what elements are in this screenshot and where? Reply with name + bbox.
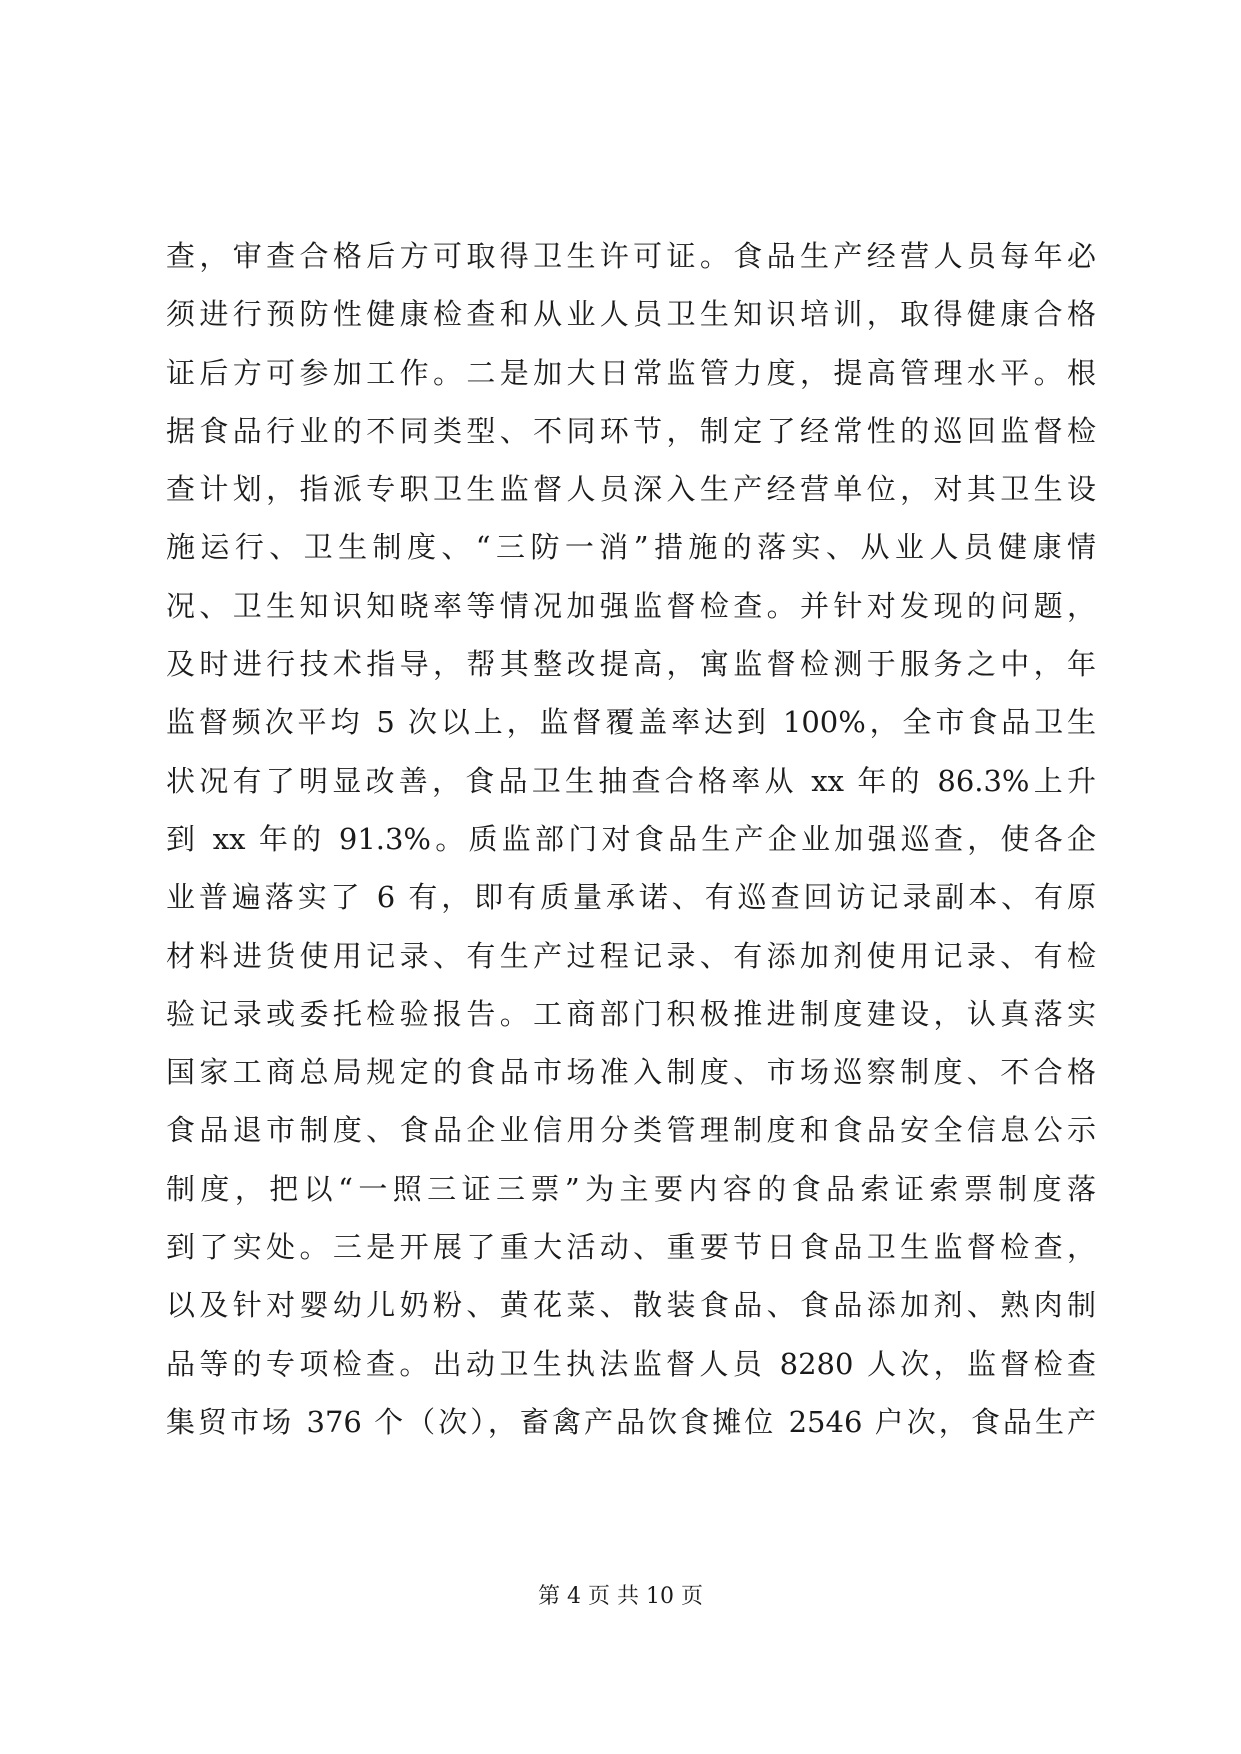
text-line: 须进行预防性健康检查和从业人员卫生知识培训，取得健康合格	[166, 297, 1096, 332]
text-line: 查，审查合格后方可取得卫生许可证。食品生产经营人员每年必	[166, 239, 1096, 273]
text-line: 验记录或委托检验报告。工商部门积极推进制度建设，认真落实	[166, 996, 1096, 1031]
text-line: 到了实处。三是开展了重大活动、重要节日食品卫生监督检查，	[166, 1230, 1096, 1265]
text-line: 品等的专项检查。出动卫生执法监督人员 8280 人次，监督检查	[166, 1346, 1096, 1381]
text-line: 食品退市制度、食品企业信用分类管理制度和食品安全信息公示	[166, 1113, 1096, 1148]
text-line: 国家工商总局规定的食品市场准入制度、市场巡察制度、不合格	[166, 1055, 1096, 1090]
body-paragraph	[166, 227, 1096, 1451]
text-line: 况、卫生知识知晓率等情况加强监督检查。并针对发现的问题，	[166, 588, 1096, 623]
text-line: 及时进行技术指导，帮其整改提高，寓监督检测于服务之中，年	[166, 647, 1096, 682]
text-line: 制度，把以“一照三证三票”为主要内容的食品索证索票制度落	[166, 1171, 1096, 1206]
text-line: 证后方可参加工作。二是加大日常监管力度，提高管理水平。根	[166, 355, 1096, 390]
text-line: 集贸市场 376 个（次），畜禽产品饮食摊位 2546 户次，食品生产	[166, 1404, 1096, 1439]
text-line: 材料进货使用记录、有生产过程记录、有添加剂使用记录、有检	[166, 938, 1096, 973]
text-line: 到 xx 年的 91.3%。质监部门对食品生产企业加强巡查，使各企	[166, 821, 1096, 856]
text-line: 据食品行业的不同类型、不同环节，制定了经常性的巡回监督检	[166, 413, 1096, 448]
text-line: 施运行、卫生制度、“三防一消”措施的落实、从业人员健康情	[166, 530, 1096, 565]
text-line: 查计划，指派专职卫生监督人员深入生产经营单位，对其卫生设	[166, 472, 1096, 507]
page-number-footer: 第 4 页 共 10 页	[538, 1584, 703, 1609]
text-line: 监督频次平均 5 次以上，监督覆盖率达到 100%，全市食品卫生	[166, 705, 1096, 740]
text-line: 状况有了明显改善，食品卫生抽查合格率从 xx 年的 86.3%上升	[166, 763, 1096, 798]
text-line: 以及针对婴幼儿奶粉、黄花菜、散装食品、食品添加剂、熟肉制	[166, 1288, 1096, 1323]
text-line: 业普遍落实了 6 有，即有质量承诺、有巡查回访记录副本、有原	[166, 880, 1096, 915]
